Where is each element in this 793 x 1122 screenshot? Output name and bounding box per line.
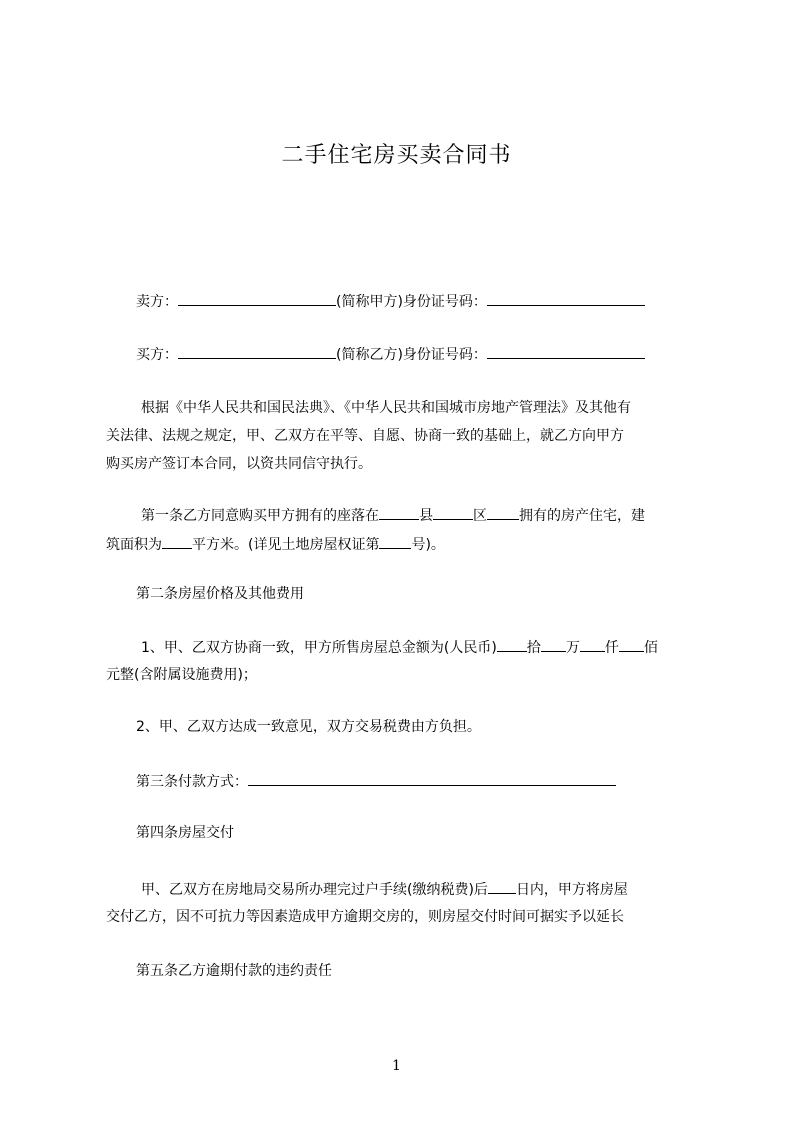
seller-label: 卖方：: [136, 294, 178, 310]
document-title: 二手住宅房买卖合同书: [281, 143, 512, 168]
payment-method-blank[interactable]: [248, 771, 616, 786]
price-blank-2[interactable]: [541, 637, 566, 652]
article4-text-b: 日内，甲方将房屋: [515, 882, 628, 898]
price-text-a: 1、甲、乙双方协商一致，甲方所售房屋总金额为(人民币): [141, 640, 497, 656]
price-unit-shi: 拾: [526, 640, 541, 656]
article4-line-1: [141, 879, 628, 900]
article2-item1-line-2: 元整(含附属设施费用)；: [106, 667, 257, 683]
buyer-line: [136, 344, 645, 365]
article1-line-2: [106, 534, 445, 555]
article1-text-c: 区: [473, 508, 487, 524]
county-blank[interactable]: [379, 505, 419, 520]
article2-heading: 第二条房屋价格及其他费用: [136, 586, 304, 602]
article1-text-d: 拥有的房产住宅，建: [519, 508, 645, 524]
buyer-mid-text: (简称乙方)身份证号码：: [336, 347, 487, 363]
delivery-days-blank[interactable]: [488, 879, 516, 894]
article1-text-b: 县: [419, 508, 433, 524]
article1-line-1: [141, 505, 645, 526]
price-unit-qian: 仟: [604, 640, 619, 656]
article1-text-e: 筑面积为: [106, 537, 162, 553]
price-blank-4[interactable]: [619, 637, 644, 652]
certificate-blank[interactable]: [379, 534, 411, 549]
district-blank[interactable]: [433, 505, 473, 520]
article4-text-a: 甲、乙双方在房地局交易所办理完过户手续(缴纳税费)后: [141, 882, 488, 898]
preamble-line-1: 根据《中华人民共和国民法典》、《中华人民共和国城市房地产管理法》及其他有: [141, 400, 631, 416]
price-blank-1[interactable]: [497, 637, 527, 652]
article3-label: 第三条付款方式：: [136, 774, 248, 790]
price-blank-3[interactable]: [580, 637, 605, 652]
price-unit-bai: 佰: [643, 640, 658, 656]
preamble-line-2: 关法律、法规之规定，甲、乙双方在平等、自愿、协商一致的基础上，就乙方向甲方: [106, 428, 624, 444]
article4-line-2: 交付乙方，因不可抗力等因素造成甲方逾期交房的，则房屋交付时间可据实予以延长: [106, 909, 624, 925]
seller-name-blank[interactable]: [178, 291, 336, 306]
article1-text-g: 号)。: [411, 537, 445, 553]
area-blank[interactable]: [162, 534, 192, 549]
page-number: 1: [392, 1058, 401, 1074]
seller-line: [136, 291, 645, 312]
article5-heading: 第五条乙方逾期付款的违约责任: [136, 963, 332, 979]
buyer-id-blank[interactable]: [487, 344, 645, 359]
seller-mid-text: (简称甲方)身份证号码：: [336, 294, 487, 310]
article2-item1-line-1: [141, 637, 658, 658]
seller-id-blank[interactable]: [487, 291, 645, 306]
buyer-label: 买方：: [136, 347, 178, 363]
price-unit-wan: 万: [565, 640, 580, 656]
article2-item2: 2、甲、乙双方达成一致意见，双方交易税费由方负担。: [136, 719, 481, 735]
article1-text-f: 平方米。(详见土地房屋权证第: [192, 537, 380, 553]
article3-line: [136, 771, 616, 792]
buyer-name-blank[interactable]: [178, 344, 336, 359]
article1-text-a: 第一条乙方同意购买甲方拥有的座落在: [141, 508, 379, 524]
article4-heading: 第四条房屋交付: [136, 825, 234, 841]
owner-blank[interactable]: [487, 505, 519, 520]
preamble-line-3: 购买房产签订本合同，以资共同信守执行。: [106, 456, 372, 472]
